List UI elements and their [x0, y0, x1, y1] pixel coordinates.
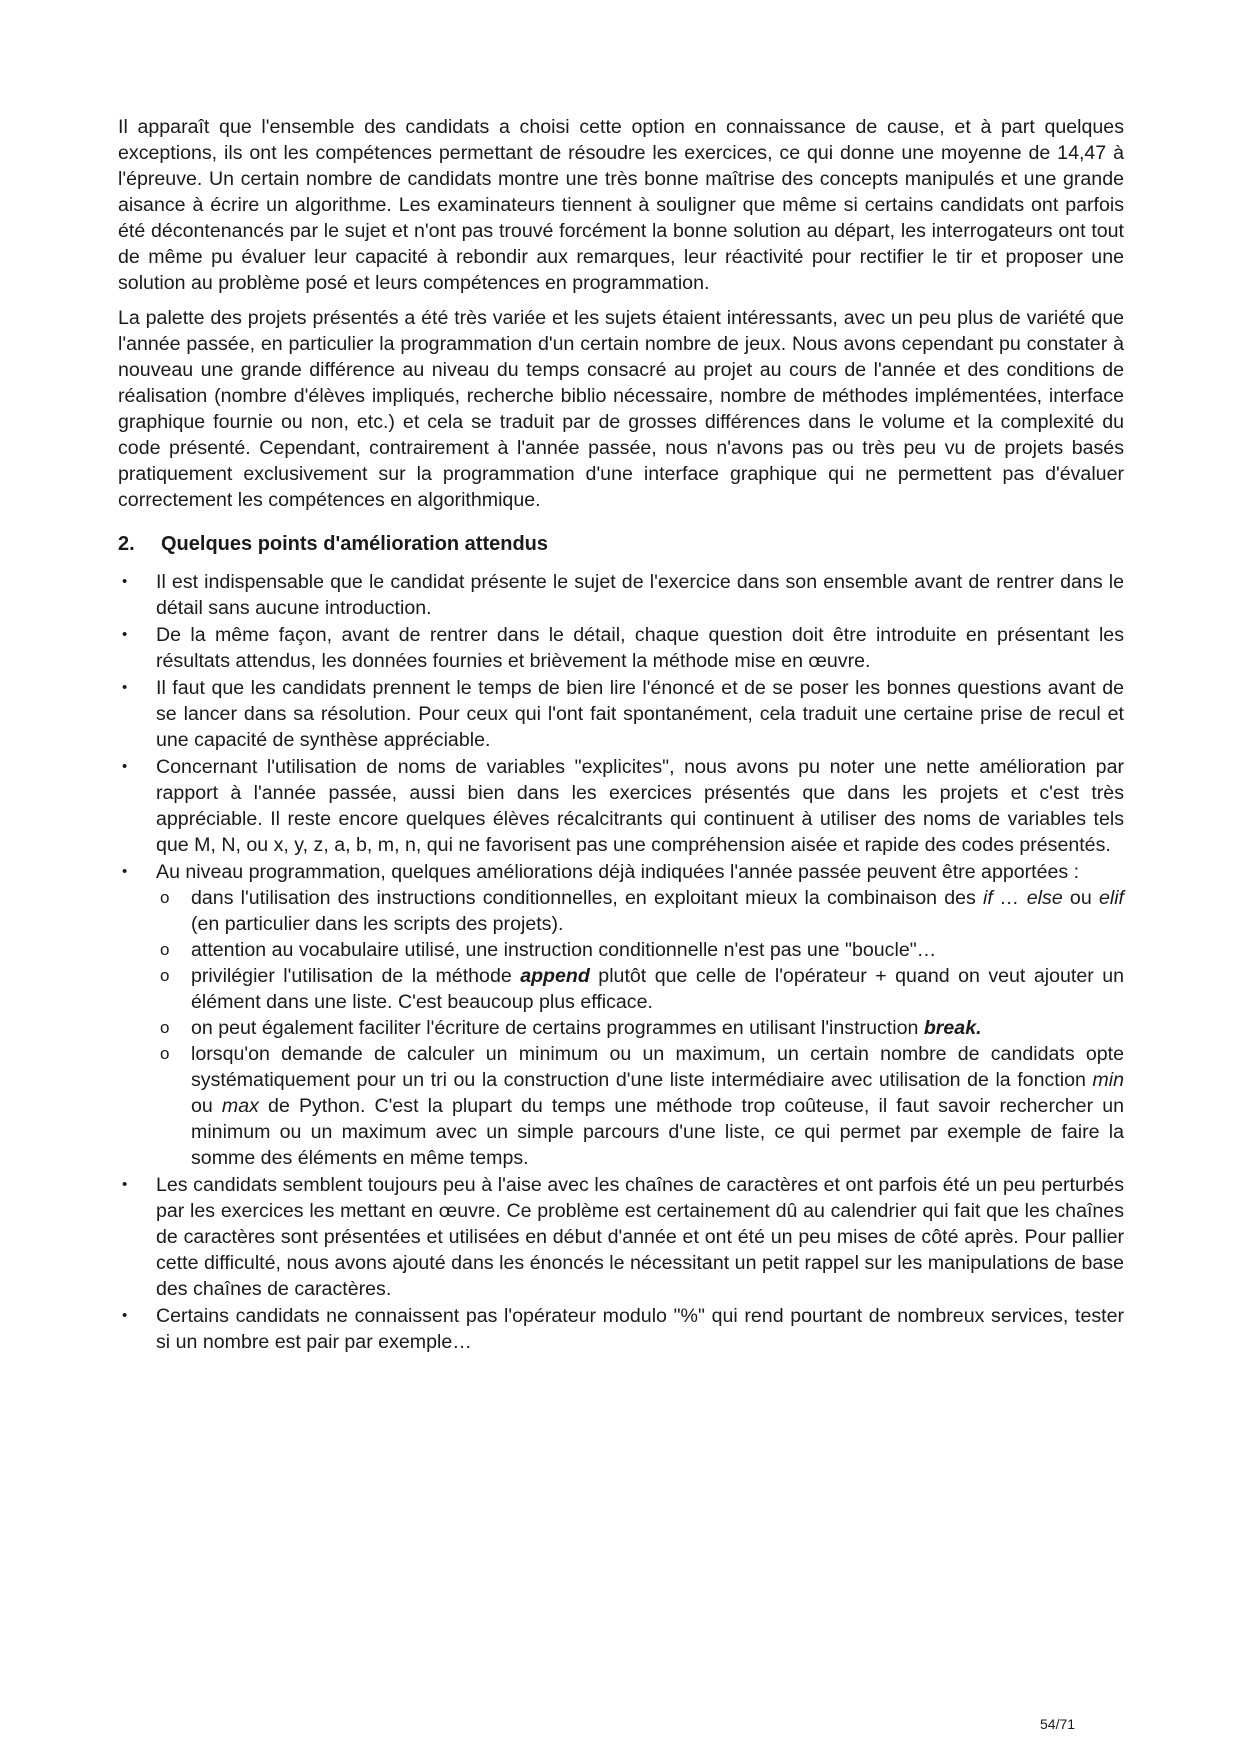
list-item [118, 754, 1124, 858]
programming-sublist [156, 885, 1124, 1171]
document-page [118, 114, 1124, 1356]
list-item-text: Certains candidats ne connaissent pas l'opérateur modulo "%" qui rend pourtant de nombreux services, tester si un nombre est pair par exemple… [156, 1305, 1124, 1353]
sub-item-text: (en particulier dans les scripts des projets). [191, 913, 564, 935]
page-number: 54/71 [1040, 1716, 1076, 1732]
sub-item [156, 937, 1124, 963]
bullet-icon: • [122, 626, 128, 643]
sub-item-text: ou [1062, 887, 1099, 909]
code-term: append [520, 965, 590, 987]
sub-bullet-icon: o [160, 1044, 170, 1063]
sub-item-text: dans l'utilisation des instructions conditionnelles, en exploitant mieux la combinaison des [191, 887, 983, 909]
bullet-icon: • [122, 1307, 128, 1324]
section-heading [118, 531, 1124, 557]
improvement-list [118, 569, 1124, 1355]
list-item-text: Au niveau programmation, quelques améliorations déjà indiquées l'année passée peuvent être apportées : [156, 861, 1080, 883]
sub-item-text: de Python. C'est la plupart du temps une méthode trop coûteuse, il faut savoir rechercher un minimum ou un maximum avec un simple parcours d'une liste, ce qui permet par exemple de faire la somme des éléments en même temps. [191, 1095, 1124, 1169]
sub-item [156, 885, 1124, 937]
code-term: min [1092, 1069, 1124, 1091]
sub-item-text: on peut également faciliter l'écriture de certains programmes en utilisant l'instruction [191, 1017, 924, 1039]
list-item [118, 1172, 1124, 1302]
code-term: break. [923, 1017, 982, 1039]
bullet-icon: • [122, 1176, 128, 1193]
list-item-text: De la même façon, avant de rentrer dans le détail, chaque question doit être introduite en présentant les résultats attendus, les données fournies et brièvement la méthode mise en œuvre. [156, 624, 1124, 672]
bullet-icon: • [122, 679, 128, 696]
code-term: max [221, 1095, 259, 1117]
list-item [118, 675, 1124, 753]
list-item [118, 569, 1124, 621]
code-term: elif [1098, 887, 1124, 909]
bullet-icon: • [122, 573, 128, 590]
section-number: 2. [118, 533, 135, 555]
bullet-icon: • [122, 863, 128, 880]
sub-item [156, 1015, 1124, 1041]
sub-item-text: ou [191, 1095, 222, 1117]
list-item [118, 859, 1124, 1171]
bullet-icon: • [122, 758, 128, 775]
intro-paragraph: Il apparaît que l'ensemble des candidats a choisi cette option en connaissance de cause, et à part quelques exceptions, ils ont les compétences permettant de résoudre les exercices, ce qui donne une moyenne de 14,47 à l'épreuve. Un certain nombre de candidats montre une très bonne maîtrise des concepts manipulés et une grande aisance à écrire un algorithme. Les examinateurs tiennent à souligner que même si certains candidats ont parfois été décontenancés par le sujet et n'ont pas trouvé forcément la bonne solution au départ, les interrogateurs ont tout de même pu évaluer leur capacité à rebondir aux remarques, leur réactivité pour rectifier le tir et proposer une solution au problème posé et leurs compétences en programmation. [118, 116, 1124, 294]
sub-bullet-icon: o [160, 966, 170, 985]
list-item-text: Il est indispensable que le candidat présente le sujet de l'exercice dans son ensemble avant de rentrer dans le détail sans aucune introduction. [156, 571, 1124, 619]
projects-paragraph: La palette des projets présentés a été très variée et les sujets étaient intéressants, avec un peu plus de variété que l'année passée, en particulier la programmation d'un certain nombre de jeux. Nous avons cependant pu constater à nouveau une grande différence au niveau du temps consacré au projet au cours de l'année et des conditions de réalisation (nombre d'élèves impliqués, recherche biblio nécessaire, nombre de méthodes implémentées, interface graphique fournie ou non, etc.) et cela se traduit par de grosses différences dans le volume et la complexité du code présenté. Cependant, contrairement à l'année passée, nous n'avons pas ou très peu vu de projets basés pratiquement exclusivement sur la programmation d'une interface graphique qui ne permettent pas d'évaluer correctement les compétences en algorithmique. [118, 307, 1124, 511]
list-item [118, 1303, 1124, 1355]
list-item-text: Il faut que les candidats prennent le temps de bien lire l'énoncé et de se poser les bonnes questions avant de se lancer dans sa résolution. Pour ceux qui l'ont fait spontanément, cela traduit une certaine prise de recul et une capacité de synthèse appréciable. [156, 677, 1124, 751]
sub-item-text: attention au vocabulaire utilisé, une instruction conditionnelle n'est pas une "boucle"… [191, 939, 937, 961]
code-term: if … else [983, 887, 1063, 909]
list-item-text: Les candidats semblent toujours peu à l'aise avec les chaînes de caractères et ont parfois été un peu perturbés par les exercices les mettant en œuvre. Ce problème est certainement dû au calendrier qui fait que les chaînes de caractères sont présentées et utilisées en début d'année et ont été un peu mises de côté après. Pour pallier cette difficulté, nous avons ajouté dans les énoncés le nécessitant un petit rappel sur les manipulations de base des chaînes de caractères. [156, 1174, 1124, 1300]
sub-item-text: plutôt que celle de l'opérateur + quand on veut ajouter un élément dans une liste. C'est beaucoup plus efficace. [191, 965, 1124, 1013]
sub-item-text: lorsqu'on demande de calculer un minimum ou un maximum, un certain nombre de candidats opte systématiquement pour un tri ou la construction d'une liste intermédiaire avec utilisation de la fonction [191, 1043, 1124, 1091]
sub-item [156, 963, 1124, 1015]
sub-item-text: privilégier l'utilisation de la méthode [191, 965, 521, 987]
sub-bullet-icon: o [160, 888, 170, 907]
section-title: Quelques points d'amélioration attendus [161, 533, 549, 555]
sub-bullet-icon: o [160, 940, 170, 959]
list-item-text: Concernant l'utilisation de noms de variables "explicites", nous avons pu noter une nette amélioration par rapport à l'année passée, aussi bien dans les exercices présentés que dans les projets et c'est très appréciable. Il reste encore quelques élèves récalcitrants qui continuent à utiliser des noms de variables tels que M, N, ou x, y, z, a, b, m, n, qui ne favorisent pas une compréhension aisée et rapide des codes présentés. [156, 756, 1124, 856]
sub-bullet-icon: o [160, 1018, 170, 1037]
list-item [118, 622, 1124, 674]
sub-item [156, 1041, 1124, 1171]
